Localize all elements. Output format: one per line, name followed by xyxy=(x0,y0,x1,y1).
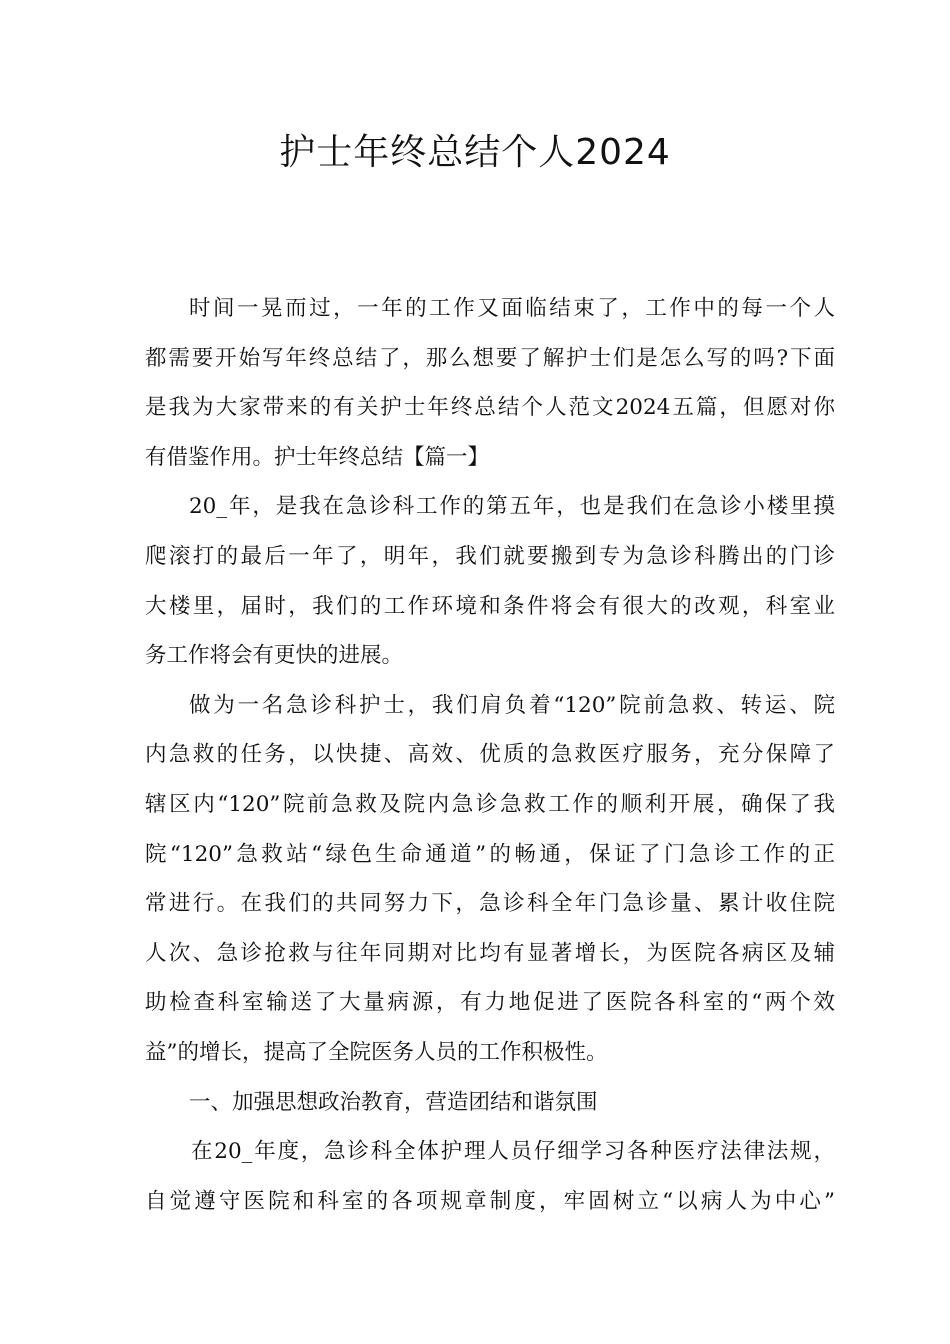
paragraph-line: 益”的增长，提高了全院医务人员的工作积极性。 xyxy=(145,1039,608,1065)
paragraph-line: 内急救的任务，以快捷、高效、优质的急救医疗服务，充分保障了 xyxy=(145,742,835,768)
paragraph-line: 助检查科室输送了大量病源，有力地促进了医院各科室的“两个效 xyxy=(145,990,835,1016)
paragraph-line: 常进行。在我们的共同努力下，急诊科全年门急诊量、累计收住院 xyxy=(145,891,835,917)
paragraph-line: 做为一名急诊科护士，我们肩负着“120”院前急救、转运、院 xyxy=(189,692,835,718)
paragraph-line: 在20_年度，急诊科全体护理人员仔细学习各种医疗法律法规， xyxy=(191,1139,835,1165)
paragraph-line: 辖区内“120”院前急救及院内急诊急救工作的顺利开展，确保了我 xyxy=(145,791,835,817)
document-body xyxy=(145,284,835,1226)
paragraph-line: 时间一晃而过，一年的工作又面临结束了，工作中的每一个人 xyxy=(189,296,835,321)
paragraph-line: 都需要开始写年终总结了，那么想要了解护士们是怎么写的吗?下面 xyxy=(145,345,835,371)
section-heading: 一、加强思想政治教育，营造团结和谐氛围 xyxy=(189,1089,598,1115)
paragraph-line: 自觉遵守医院和科室的各项规章制度，牢固树立“以病人为中心” xyxy=(145,1188,835,1214)
paragraph-line: 20_年，是我在急诊科工作的第五年，也是我们在急诊小楼里摸 xyxy=(189,494,835,520)
document-title: 护士年终总结个人2024 xyxy=(279,132,671,173)
paragraph-line: 是我为大家带来的有关护士年终总结个人范文2024五篇，但愿对你 xyxy=(145,395,835,421)
paragraph-line: 爬滚打的最后一年了，明年，我们就要搬到专为急诊科腾出的门诊 xyxy=(145,543,835,569)
paragraph-line: 有借鉴作用。护士年终总结【篇一】 xyxy=(145,444,490,470)
paragraph-line: 大楼里，届时，我们的工作环境和条件将会有很大的改观，科室业 xyxy=(145,593,835,619)
paragraph-line: 人次、急诊抢救与往年同期对比均有显著增长，为医院各病区及辅 xyxy=(145,940,835,966)
paragraph-line: 务工作将会有更快的进展。 xyxy=(145,643,404,669)
paragraph-line: 院“120”急救站“绿色生命通道”的畅通，保证了门急诊工作的正 xyxy=(145,841,835,867)
